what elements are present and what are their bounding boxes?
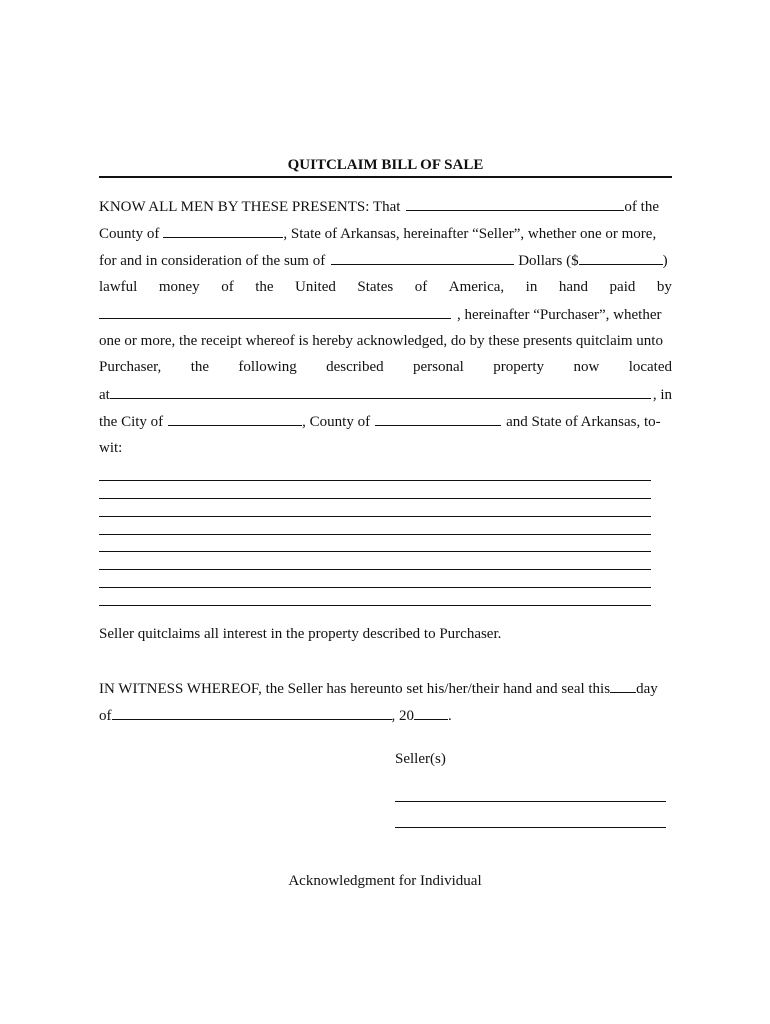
word: of — [221, 279, 234, 295]
state-to-text: and State of Arkansas, to- — [506, 414, 661, 430]
at-text: at — [99, 387, 110, 403]
title-underline — [99, 176, 672, 178]
word: paid — [609, 279, 636, 295]
witness-line-1 — [99, 678, 672, 698]
intro-text: KNOW ALL MEN BY THESE PRESENTS: That — [99, 199, 401, 215]
amount-number-field[interactable] — [579, 250, 663, 265]
word: lawful — [99, 279, 138, 295]
paragraph-line-5 — [99, 304, 672, 324]
paragraph-line-4 — [99, 277, 672, 297]
property-location-field[interactable] — [110, 384, 651, 399]
word: the — [255, 279, 274, 295]
acknowledgment-heading: Acknowledgment for Individual — [288, 873, 482, 889]
word: now — [573, 359, 600, 375]
word: Purchaser, — [99, 359, 162, 375]
state-seller-text: , State of Arkansas, hereinafter “Seller”, whether one or more, — [283, 226, 657, 242]
day-field[interactable] — [610, 678, 636, 693]
of-the-text: of the — [624, 199, 659, 215]
word: of — [414, 279, 428, 295]
property-description-line[interactable] — [99, 551, 651, 552]
word: United — [295, 279, 336, 295]
witness-text: IN WITNESS WHEREOF, the Seller has hereunto set his/her/their hand and seal this — [99, 681, 611, 697]
paragraph-line-2 — [99, 223, 672, 243]
month-field[interactable] — [112, 705, 392, 720]
property-description-line[interactable] — [99, 569, 651, 570]
dollars-text: Dollars ($ — [518, 253, 579, 269]
consideration-text: for and in consideration of the sum of — [99, 253, 326, 269]
witness-line-2 — [99, 705, 672, 725]
paragraph-line-3 — [99, 250, 672, 270]
paragraph-line-9 — [99, 411, 672, 431]
property-description-line[interactable] — [99, 480, 651, 481]
property-description-line[interactable] — [99, 534, 651, 535]
year-field[interactable] — [414, 705, 448, 720]
property-description-line[interactable] — [99, 605, 651, 606]
paragraph-line-6: one or more, the receipt whereof is hereby acknowledged, do by these presents quitclaim unto — [99, 333, 663, 349]
seller-signature-line[interactable] — [395, 827, 666, 828]
property-description-line[interactable] — [99, 587, 651, 588]
word: property — [493, 359, 545, 375]
close-paren-text: ) — [662, 253, 668, 269]
word: America, — [448, 279, 505, 295]
seller-county-field[interactable] — [163, 223, 283, 238]
property-description-line[interactable] — [99, 498, 651, 499]
period-text: . — [448, 708, 452, 724]
day-text: day — [636, 681, 658, 697]
word: located — [628, 359, 672, 375]
word: States — [357, 279, 394, 295]
of-text: of — [99, 708, 112, 724]
word: the — [190, 359, 210, 375]
purchaser-name-field[interactable] — [99, 304, 451, 319]
year-prefix-text: , 20 — [391, 708, 414, 724]
paragraph-line-10: wit: — [99, 440, 123, 456]
county-label: County of — [99, 226, 160, 242]
paragraph-line-1 — [99, 196, 672, 216]
word: by — [656, 279, 672, 295]
property-county-field[interactable] — [375, 411, 501, 426]
purchaser-text: , hereinafter “Purchaser”, whether — [457, 307, 662, 323]
city-field[interactable] — [168, 411, 302, 426]
word: money — [158, 279, 200, 295]
amount-words-field[interactable] — [331, 250, 514, 265]
in-text: , in — [652, 387, 672, 403]
word: personal — [413, 359, 464, 375]
county-of-text: , County of — [302, 414, 371, 430]
seller-label: Seller(s) — [395, 751, 446, 767]
word: in — [525, 279, 538, 295]
word: hand — [558, 279, 589, 295]
paragraph-line-8 — [99, 384, 672, 404]
seller-name-field[interactable] — [406, 196, 624, 211]
word: following — [238, 359, 297, 375]
seller-signature-line[interactable] — [395, 801, 666, 802]
paragraph-line-7 — [99, 357, 672, 377]
city-label: the City of — [99, 414, 164, 430]
document-title: QUITCLAIM BILL OF SALE — [287, 157, 484, 173]
word: described — [326, 359, 384, 375]
property-description-line[interactable] — [99, 516, 651, 517]
quitclaim-statement: Seller quitclaims all interest in the property described to Purchaser. — [99, 626, 502, 642]
